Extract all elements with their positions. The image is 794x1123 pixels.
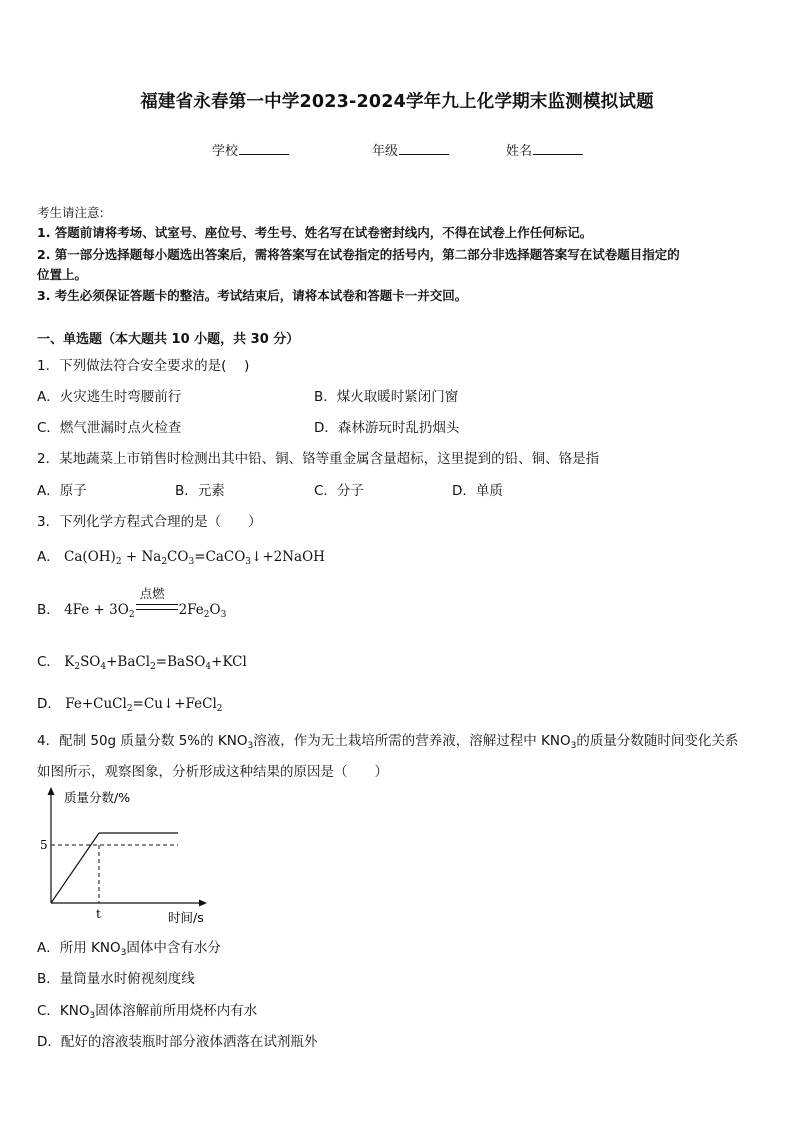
notice-item-3: 3. 考生必须保证答题卡的整洁。考试结束后，请将本试卷和答题卡一并交回。 [37,288,468,303]
y-tick-label: 5 [40,838,48,852]
q1-option-d[interactable]: D．森林游玩时乱扔烟头 [314,420,460,436]
q3-equation-c: $K_2SO_4+BaCl_2=BaSO_4+KCl$ [64,654,247,672]
q3-equation-d: Fe+CuCl$_2$=Cu↓+FeCl$_2$ [65,696,223,714]
x-tick-label: t [96,907,101,921]
page-title: 福建省永春第一中学2023-2024学年九上化学期末监测模拟试题 [140,92,654,112]
notice-item-2: 2. 第一部分选择题每小题选出答案后，需将答案写在试卷指定的括号内，第二部分非选择题答案写在试卷题目指定的 [37,247,680,262]
x-axis-arrow [199,900,207,907]
reaction-condition: 点燃 [139,586,165,601]
q1-option-b[interactable]: B．煤火取暖时紧闭门窗 [314,389,459,405]
y-axis-arrow [48,787,55,795]
q3-stem: 3．下列化学方程式合理的是（ ） [37,514,262,530]
name-blank[interactable] [533,142,583,155]
name-field [506,140,583,159]
reaction-arrow [135,586,179,618]
mass-fraction-chart [30,785,230,930]
series-rising-segment [51,833,99,903]
q3-option-a[interactable] [37,545,325,565]
school-label: 学校 [212,144,239,159]
x-axis-label: 时间/s [168,910,204,925]
q2-option-c[interactable]: C．分子 [314,483,364,499]
q3-option-d-label: D． [37,696,61,712]
q4-option-b[interactable]: B．量筒量水时俯视刻度线 [37,971,195,987]
q3-equation-b: $4Fe + 3O_2$ 点燃 $2Fe_2O_3$ [64,586,227,620]
school-blank[interactable] [239,142,289,155]
q3-option-c[interactable] [37,650,247,670]
grade-field [372,140,449,159]
q2-option-d[interactable]: D．单质 [452,483,503,499]
q2-option-b[interactable]: B．元素 [175,483,225,499]
grade-label: 年级 [372,144,399,159]
name-label: 姓名 [506,144,533,159]
q3-equation-a: $Ca(OH)_2$ + $Na_2CO_3=CaCO_3↓+2NaOH$ [64,549,325,567]
q3-option-c-label: C． [37,654,60,670]
q1-option-a[interactable]: A．火灾逃生时弯腰前行 [37,389,182,405]
q4-stem-line2: 如图所示，观察图象，分析形成这种结果的原因是（ ） [37,764,388,780]
q3-option-a-label: A． [37,549,60,565]
q3-option-b-label: B． [37,602,60,618]
q2-option-a[interactable]: A．原子 [37,483,87,499]
school-field [212,140,289,159]
notice-heading: 考生请注意: [37,205,104,220]
section-heading: 一、单选题（本大题共 10 小题，共 30 分） [37,332,300,347]
notice-item-2-cont: 位置上。 [37,267,88,282]
q4-option-c[interactable]: C．$KNO_3$固体溶解前所用烧杯内有水 [37,1003,258,1021]
q1-stem: 1．下列做法符合安全要求的是( ) [37,358,250,374]
q2-stem: 2．某地蔬菜上市销售时检测出其中铅、铜、铬等重金属含量超标，这里提到的铅、铜、铬是指 [37,451,600,467]
q3-option-d[interactable] [37,692,223,712]
grade-blank[interactable] [399,142,449,155]
equals-line [136,604,178,610]
q4-option-d[interactable]: D．配好的溶液装瓶时部分液体洒落在试剂瓶外 [37,1034,318,1050]
q3-option-b[interactable] [37,586,227,620]
notice-item-1: 1. 答题前请将考场、试室号、座位号、考生号、姓名写在试卷密封线内，不得在试卷上作任何标记。 [37,225,593,240]
q4-stem-line1: 4．配制 50g 质量分数 5%的 $KNO_3$溶液，作为无土栽培所需的营养液，溶解过程中 $KNO_3$的质量分数随时间变化关系 [37,733,739,751]
y-axis-label: 质量分数/% [64,790,131,805]
q1-option-c[interactable]: C．燃气泄漏时点火检查 [37,420,182,436]
q4-option-a[interactable]: A．所用 $KNO_3$固体中含有水分 [37,940,221,958]
